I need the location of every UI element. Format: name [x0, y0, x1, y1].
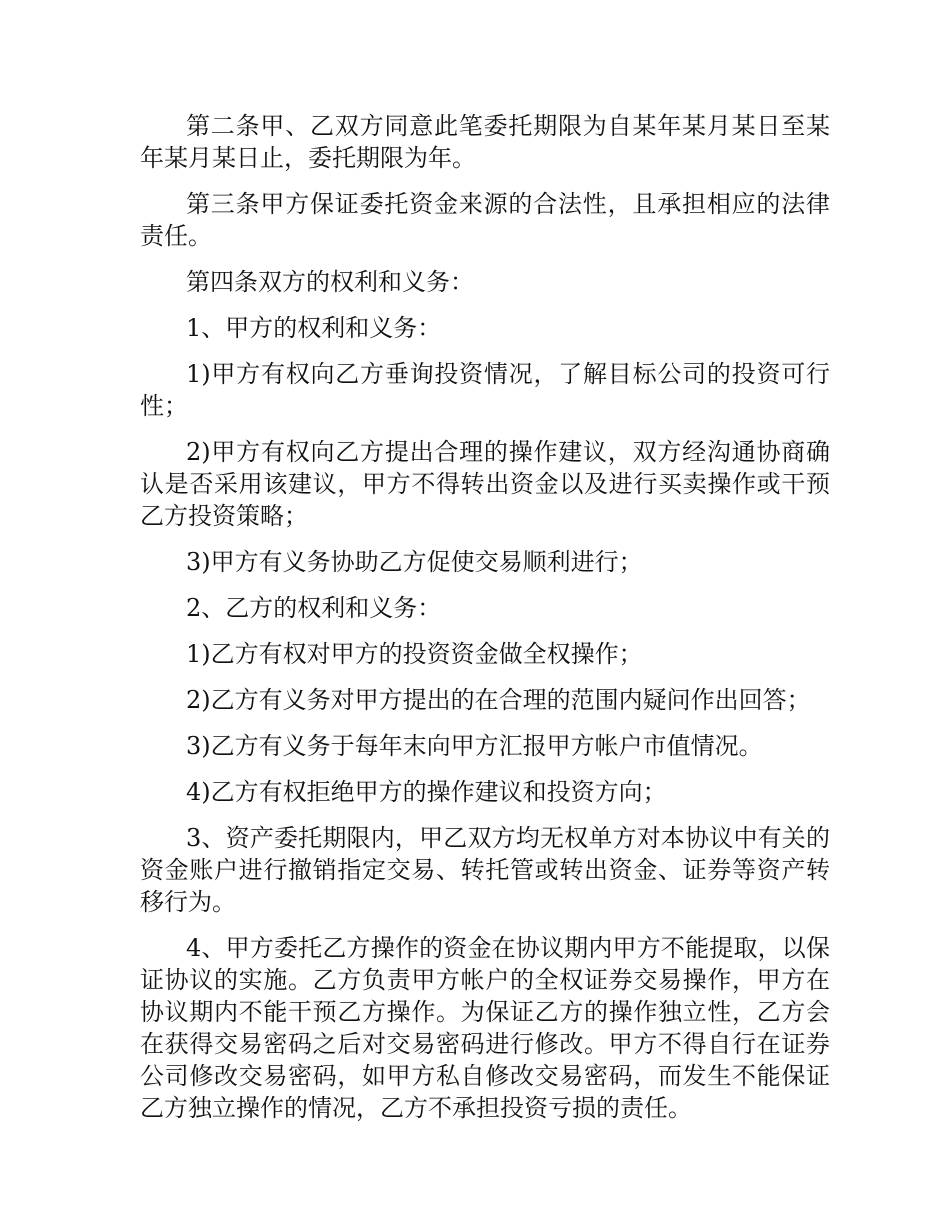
paragraph-party-b-heading: 2、乙方的权利和义务： [186, 594, 442, 622]
paragraph-party-b-item-1: 1)乙方有权对甲方的投资资金做全权操作； [186, 640, 643, 668]
paragraph-party-b-item-4: 4)乙方有权拒绝甲方的操作建议和投资方向； [186, 778, 667, 806]
paragraph-article-2: 第二条甲、乙双方同意此笔委托期限为自某年某月某日至某年某月某日止，委托期限为年。 [140, 112, 830, 172]
paragraph-party-a-item-2: 2)甲方有权向乙方提出合理的操作建议，双方经沟通协商确认是否采用该建议，甲方不得转出资金以及进行买卖操作或干预乙方投资策略； [140, 438, 830, 530]
paragraph-clause-4: 4、甲方委托乙方操作的资金在协议期内甲方不能提取，以保证协议的实施。乙方负责甲方帐户的全权证券交易操作，甲方在协议期内不能干预乙方操作。为保证乙方的操作独立性，乙方会在获得交易密码之后对交易密码进行修改。甲方不得自行在证券公司修改交易密码，如甲方私自修改交易密码，而发生不能保证乙方独立操作的情况，乙方不承担投资亏损的责任。 [140, 934, 830, 1122]
paragraph-party-b-item-3: 3)乙方有义务于每年末向甲方汇报甲方帐户市值情况。 [186, 732, 763, 760]
paragraph-party-a-item-1: 1)甲方有权向乙方垂询投资情况，了解目标公司的投资可行性； [140, 360, 830, 420]
document-page [140, 110, 830, 1138]
paragraph-article-3: 第三条甲方保证委托资金来源的合法性，且承担相应的法律责任。 [140, 190, 830, 250]
paragraph-party-a-item-3: 3)甲方有义务协助乙方促使交易顺利进行； [186, 548, 643, 576]
paragraph-party-a-heading: 1、甲方的权利和义务： [186, 314, 442, 342]
paragraph-party-b-item-2: 2)乙方有义务对甲方提出的在合理的范围内疑问作出回答； [186, 686, 811, 714]
paragraph-article-4-heading: 第四条双方的权利和义务： [186, 268, 474, 296]
paragraph-clause-3: 3、资产委托期限内，甲乙双方均无权单方对本协议中有关的资金账户进行撤销指定交易、转托管或转出资金、证券等资产转移行为。 [140, 824, 830, 916]
